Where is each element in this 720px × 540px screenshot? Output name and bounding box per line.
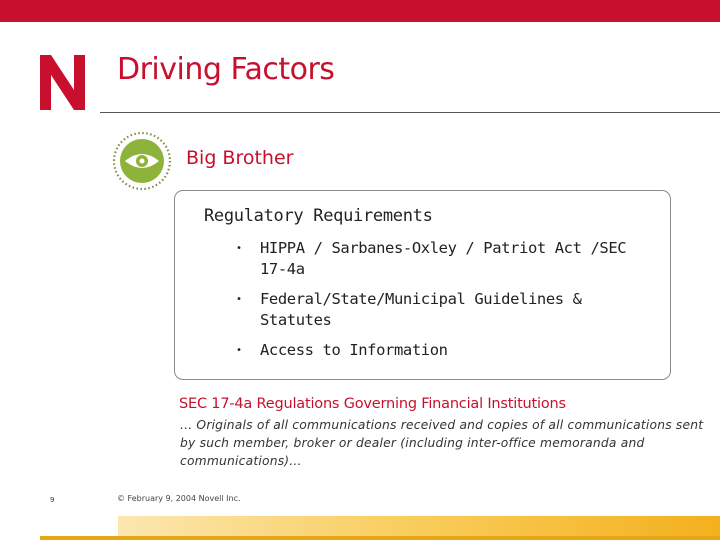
slide-title: Driving Factors <box>117 52 335 87</box>
list-item-text: HIPPA / Sarbanes-Oxley / Patriot Act /SEC 17-4a <box>260 239 627 278</box>
page-number: 9 <box>50 496 55 504</box>
footer-rule <box>40 536 720 540</box>
top-brand-bar <box>0 0 720 22</box>
list-item <box>236 238 656 280</box>
novell-logo <box>40 55 85 110</box>
bullet-icon: • <box>236 345 242 356</box>
sec-regulation-quote: ... Originals of all communications received and copies of all communications sent by such member, broker or dealer (including inter-office memoranda and communications)... <box>180 418 704 468</box>
sec-regulation-title: SEC 17-4a Regulations Governing Financial Institutions <box>179 396 566 412</box>
list-item-text: Federal/State/Municipal Guidelines & Statutes <box>260 290 582 329</box>
bullet-icon: • <box>236 294 242 305</box>
requirements-list <box>236 238 656 370</box>
eye-icon <box>112 131 172 191</box>
slide-subtitle: Big Brother <box>186 147 294 169</box>
requirements-heading: Regulatory Requirements <box>204 206 433 226</box>
list-item-text: Access to Information <box>260 341 448 359</box>
list-item <box>236 289 656 331</box>
copyright-notice: © February 9, 2004 Novell Inc. <box>117 494 241 503</box>
list-item <box>236 340 656 361</box>
bullet-icon: • <box>236 243 242 254</box>
title-divider <box>100 112 720 113</box>
